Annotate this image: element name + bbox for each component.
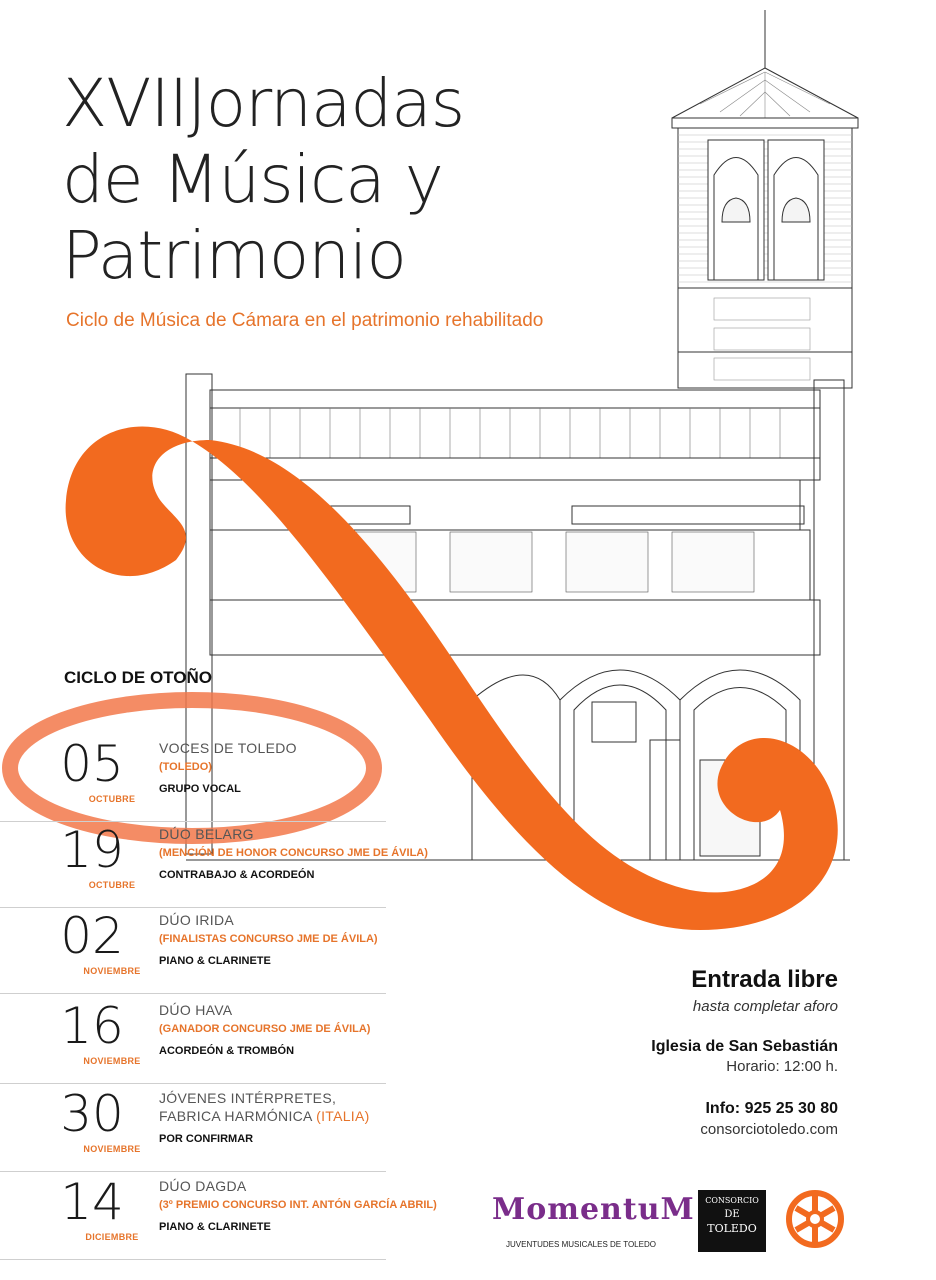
event-item	[0, 736, 386, 822]
event-month: NOVIEMBRE	[83, 1056, 141, 1066]
event-month: OCTUBRE	[88, 880, 136, 890]
event-item	[0, 821, 428, 908]
juventudes-musicales-logo-text: JUVENTUDES MUSICALES DE TOLEDO	[506, 1240, 656, 1249]
event-name: VOCES DE TOLEDO	[159, 740, 297, 756]
knot-logo-icon	[782, 1186, 848, 1252]
venue-horario: Horario: 12:00 h.	[726, 1058, 838, 1075]
title-line-3: Patrimonio	[62, 217, 406, 294]
event-type: PIANO & CLARINETE	[159, 955, 271, 967]
event-name: JÓVENES INTÉRPRETES,	[159, 1090, 337, 1106]
event-item	[0, 998, 386, 1084]
event-note: (FINALISTAS CONCURSO JME DE ÁVILA)	[159, 933, 378, 945]
entrada-subtitle: hasta completar aforo	[692, 998, 838, 1015]
event-note: (TOLEDO)	[159, 761, 212, 773]
event-note: (MENCIÓN DE HONOR CONCURSO JME DE ÁVILA)	[159, 847, 428, 859]
contact-phone: Info: 925 25 30 80	[705, 1100, 838, 1117]
event-day: 30	[60, 1085, 124, 1143]
event-item	[0, 1173, 437, 1260]
consorcio-line-1: CONSORCIO	[705, 1196, 759, 1205]
event-day: 16	[60, 997, 124, 1055]
poster-title	[62, 66, 464, 294]
event-divider	[0, 1259, 386, 1260]
event-note: (ITALIA)	[316, 1108, 370, 1124]
event-name: DÚO BELARG	[159, 826, 254, 842]
event-divider	[0, 1083, 386, 1084]
event-name: DÚO IRIDA	[159, 912, 235, 928]
event-item	[0, 1086, 386, 1172]
event-day: 19	[60, 821, 124, 879]
event-item	[0, 908, 386, 994]
event-type: POR CONFIRMAR	[159, 1133, 254, 1145]
event-divider	[0, 1171, 386, 1172]
venue-name: Iglesia de San Sebastián	[651, 1038, 838, 1055]
event-type: CONTRABAJO & ACORDEÓN	[159, 869, 315, 881]
event-name: DÚO DAGDA	[159, 1178, 247, 1194]
event-type: ACORDEÓN & TROMBÓN	[159, 1045, 295, 1057]
consorcio-line-2: DE	[724, 1209, 740, 1220]
cycle-heading: CICLO DE OTOÑO	[64, 668, 212, 687]
event-name-part: FABRICA HARMÓNICA	[159, 1108, 317, 1124]
event-day: 02	[60, 907, 124, 965]
title-line-1: XVIIJornadas	[62, 65, 465, 142]
contact-web[interactable]: consorciotoledo.com	[700, 1121, 838, 1138]
event-day: 05	[60, 735, 124, 793]
event-name: DÚO HAVA	[159, 1002, 233, 1018]
event-type: GRUPO VOCAL	[159, 783, 241, 795]
poster-subtitle: Ciclo de Música de Cámara en el patrimonio rehabilitado	[66, 310, 544, 331]
event-divider	[0, 993, 386, 994]
entrada-title: Entrada libre	[691, 966, 838, 993]
event-note: (3º PREMIO CONCURSO INT. ANTÓN GARCÍA ABRIL)	[159, 1199, 437, 1211]
consorcio-logo	[698, 1190, 766, 1252]
title-line-2: de Música y	[62, 141, 443, 218]
event-type: PIANO & CLARINETE	[159, 1221, 271, 1233]
event-name-line-2	[159, 1108, 370, 1124]
event-month: NOVIEMBRE	[83, 1144, 141, 1154]
momentum-logo: MomentuM	[492, 1192, 695, 1227]
event-month: DICIEMBRE	[85, 1232, 139, 1242]
event-day: 14	[60, 1173, 124, 1231]
consorcio-line-3: TOLEDO	[707, 1222, 757, 1235]
event-month: OCTUBRE	[88, 794, 136, 804]
event-month: NOVIEMBRE	[83, 966, 141, 976]
event-note: (GANADOR CONCURSO JME DE ÁVILA)	[159, 1023, 371, 1035]
